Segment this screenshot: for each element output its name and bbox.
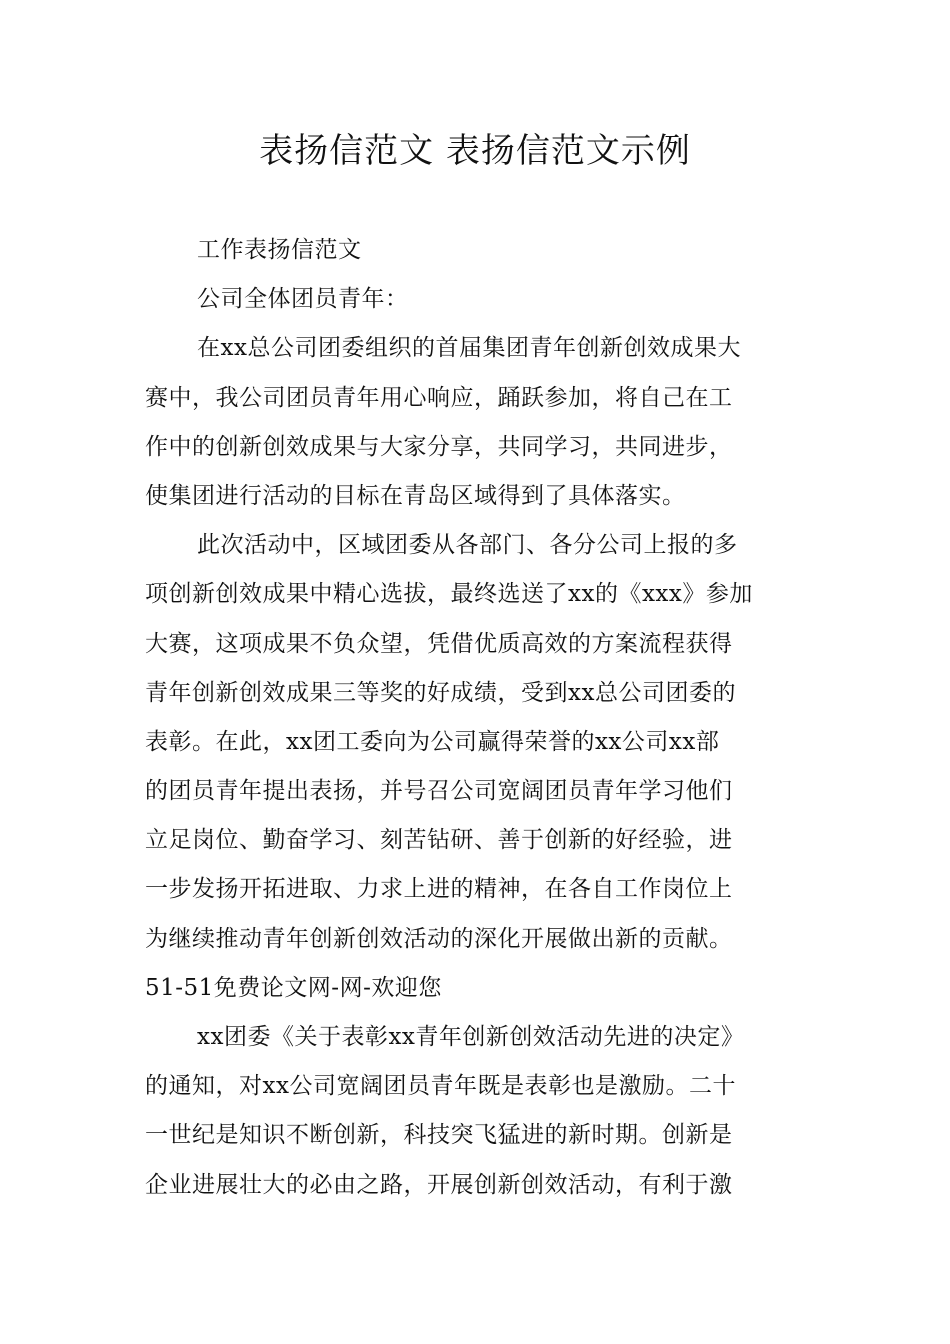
text-line: 51-51免费论文网-网-欢迎您 <box>145 974 442 1001</box>
text-line: 此次活动中，区域团委从各部门、各分公司上报的多 <box>197 532 738 559</box>
text-line: 的通知，对xx公司宽阔团员青年既是表彰也是激励。二十 <box>145 1073 736 1100</box>
text-line: 一步发扬开拓进取、力求上进的精神，在各自工作岗位上 <box>145 876 733 903</box>
text-line: 大赛，这项成果不负众望，凭借优质高效的方案流程获得 <box>145 630 733 657</box>
text-line: 企业进展壮大的必由之路，开展创新创效活动，有利于激 <box>145 1171 733 1198</box>
text-line: 赛中，我公司团员青年用心响应，踊跃参加，将自己在工 <box>145 384 733 411</box>
text-line: 公司全体团员青年： <box>197 286 409 313</box>
text-line: 为继续推动青年创新创效活动的深化开展做出新的贡献。 <box>145 925 733 952</box>
text-line: 使集团进行活动的目标在青岛区域得到了具体落实。 <box>145 482 686 509</box>
text-line: xx团委《关于表彰xx青年创新创效活动先进的决定》 <box>197 1024 745 1050</box>
text-line: 表彰。在此，xx团工委向为公司赢得荣誉的xx公司xx部 <box>145 728 720 755</box>
text-line: 的团员青年提出表扬，并号召公司宽阔团员青年学习他们 <box>145 778 733 805</box>
text-line: 工作表扬信范文 <box>197 237 362 263</box>
text-line: 一世纪是知识不断创新，科技突飞猛进的新时期。创新是 <box>145 1122 733 1149</box>
document-body <box>145 226 815 1210</box>
text-line: 项创新创效成果中精心选拔，最终选送了xx的《xxx》参加 <box>145 581 753 608</box>
document-title: 表扬信范文 表扬信范文示例 <box>259 131 691 171</box>
text-line: 立足岗位、勤奋学习、刻苦钻研、善于创新的好经验，进 <box>145 827 733 854</box>
text-line: 作中的创新创效成果与大家分享，共同学习，共同进步， <box>145 433 733 460</box>
text-line: 青年创新创效成果三等奖的好成绩，受到xx总公司团委的 <box>145 679 736 706</box>
text-line: 在xx总公司团委组织的首届集团青年创新创效成果大 <box>197 335 741 362</box>
